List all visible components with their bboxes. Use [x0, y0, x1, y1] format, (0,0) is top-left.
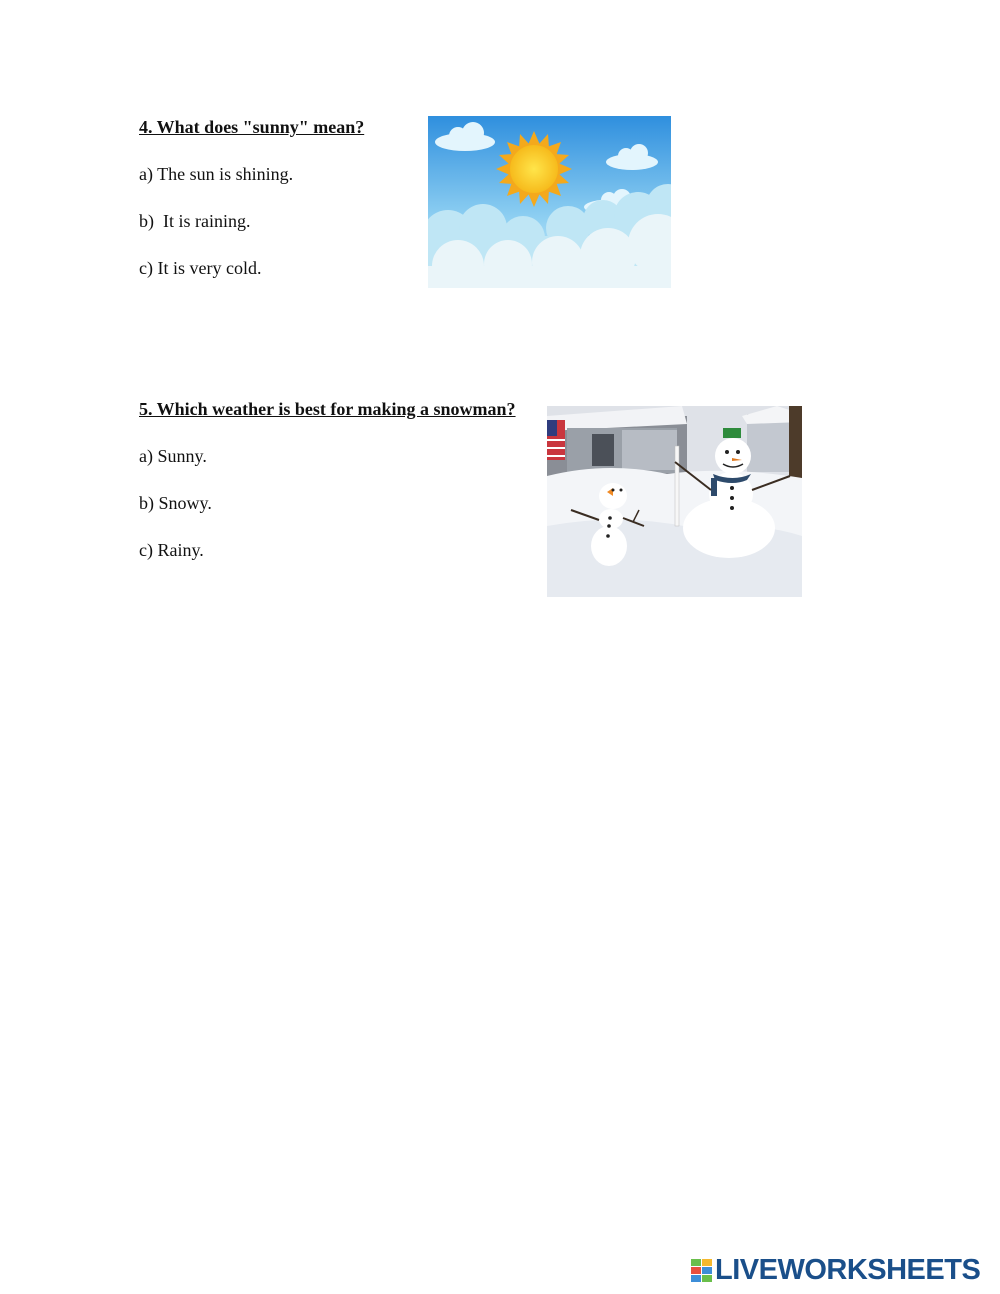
question-4-option-b[interactable]: b) It is raining. [139, 211, 251, 231]
question-5-option-a[interactable]: a) Sunny. [139, 446, 207, 466]
question-4-option-c[interactable]: c) It is very cold. [139, 258, 262, 278]
sunny-sky-image [428, 116, 671, 288]
liveworksheets-logo [691, 1254, 980, 1287]
snowmen-photo [547, 406, 802, 597]
brand-name: LIVEWORKSHEETS [715, 1254, 981, 1286]
question-5-option-c[interactable]: c) Rainy. [139, 540, 204, 560]
liveworksheets-logo-icon [691, 1257, 713, 1285]
question-5-title: 5. Which weather is best for making a snowman? [139, 399, 516, 419]
question-5-option-b[interactable]: b) Snowy. [139, 493, 212, 513]
sun-icon [496, 131, 572, 207]
question-4-title: 4. What does "sunny" mean? [139, 117, 365, 137]
question-4-option-a[interactable]: a) The sun is shining. [139, 164, 294, 184]
